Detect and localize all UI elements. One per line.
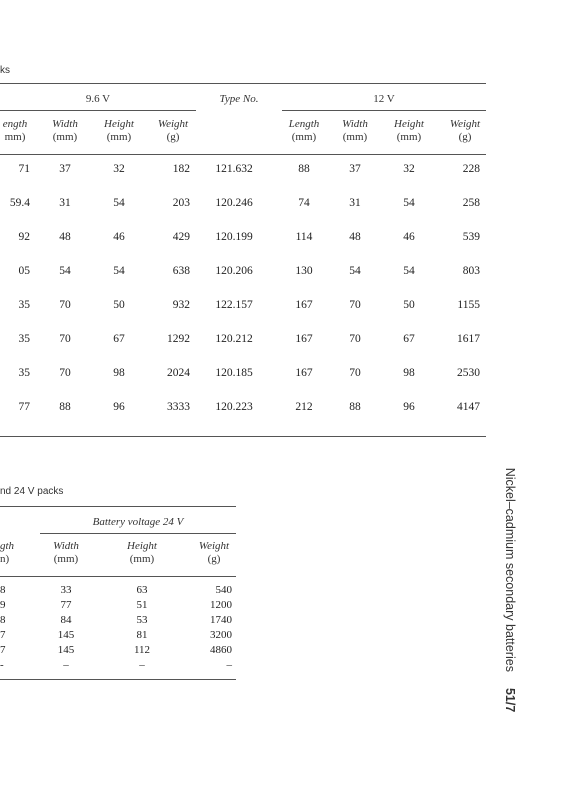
table-cell: 96 (403, 401, 415, 413)
table-cell: 121.632 (215, 163, 253, 175)
header-9v6-col-3 (152, 118, 194, 144)
table-cell: 120.199 (215, 231, 253, 243)
table-cell: 120.206 (215, 265, 253, 277)
table-cell: 77 (18, 401, 30, 413)
header-unit: (g) (166, 131, 180, 143)
table-cell: 112 (133, 644, 151, 656)
header-9v6-col-2 (98, 118, 140, 144)
table-cell: 31 (59, 197, 71, 209)
header-name: Weight (198, 540, 230, 552)
table-cell: 98 (113, 367, 125, 379)
table2-top-rule (0, 506, 236, 507)
table-cell: 540 (215, 584, 232, 596)
table-cell: 3333 (167, 401, 190, 413)
table-cell: 1617 (457, 333, 480, 345)
table-cell: 803 (462, 265, 480, 277)
table2-header-col-3 (192, 540, 236, 566)
table-cell: 70 (59, 367, 71, 379)
header-12v-col-1 (336, 118, 374, 144)
table-cell: 120.223 (215, 401, 253, 413)
table1-caption: ks (0, 65, 10, 76)
table-cell: 167 (295, 367, 313, 379)
table2-group-rule (40, 533, 236, 534)
table-cell: 120.212 (215, 333, 253, 345)
table-cell: 638 (172, 265, 190, 277)
table-cell: 114 (295, 231, 313, 243)
header-name: Height (104, 118, 134, 130)
table-cell: 74 (298, 197, 310, 209)
table-cell: 212 (295, 401, 313, 413)
table-cell: 2530 (457, 367, 480, 379)
table-cell: 203 (172, 197, 190, 209)
table-cell: 37 (59, 163, 71, 175)
table-cell: 37 (349, 163, 361, 175)
table-cell: 182 (172, 163, 190, 175)
table-cell: 539 (462, 231, 480, 243)
table-cell: 88 (349, 401, 361, 413)
table-cell: – (139, 659, 145, 671)
type-no-header: Type No. (219, 93, 259, 105)
table-cell: 48 (59, 231, 71, 243)
table-cell: 67 (403, 333, 415, 345)
header-unit: (g) (458, 131, 472, 143)
header-unit: (g) (207, 553, 221, 565)
table-cell: 70 (349, 333, 361, 345)
table-cell: 258 (462, 197, 480, 209)
table-cell: 50 (403, 299, 415, 311)
table2-header-col-2 (118, 540, 166, 566)
table-cell: 70 (349, 367, 361, 379)
table-cell: 53 (136, 614, 148, 626)
table-cell: 32 (113, 163, 125, 175)
table-cell: 67 (113, 333, 125, 345)
table-cell: 130 (295, 265, 313, 277)
table1-top-rule (0, 83, 486, 84)
table1-bottom-rule (0, 436, 486, 437)
table-cell: 71 (18, 163, 30, 175)
table2-header-rule (0, 576, 236, 577)
section-title: Nickel–cadmium secondary batteries (502, 467, 517, 672)
table-cell: 54 (59, 265, 71, 277)
table-cell: 70 (59, 333, 71, 345)
table-cell: - (0, 659, 4, 671)
header-name: Height (127, 540, 157, 552)
table-cell: 50 (113, 299, 125, 311)
header-name: Length (288, 118, 320, 130)
header-12v-col-3 (444, 118, 486, 144)
table-cell: 4860 (210, 644, 232, 656)
table-cell: 228 (462, 163, 480, 175)
table-cell: 122.157 (215, 299, 253, 311)
header-unit: (mm) (342, 131, 368, 143)
table-cell: 1155 (457, 299, 480, 311)
table2-group-header (40, 516, 236, 528)
header-name: Width (53, 540, 79, 552)
table-cell: 2024 (167, 367, 190, 379)
table-cell: 7 (0, 644, 6, 656)
table-cell: 35 (18, 367, 30, 379)
table-cell: 84 (60, 614, 72, 626)
running-head (487, 455, 532, 725)
table-cell: 51 (136, 599, 148, 611)
header-name: Weight (157, 118, 189, 130)
table-cell: 70 (59, 299, 71, 311)
header-name: Width (52, 118, 78, 130)
table-cell: 54 (113, 265, 125, 277)
table1-header-rule (0, 154, 486, 155)
table-cell: 167 (295, 333, 313, 345)
group-header-12v: 12 V (373, 93, 395, 105)
table-cell: 54 (349, 265, 361, 277)
page-number: 51/7 (502, 687, 517, 713)
table-cell: 92 (18, 231, 30, 243)
group-rule-12v (282, 110, 486, 111)
table2-bottom-rule (0, 679, 236, 680)
table-cell: 46 (113, 231, 125, 243)
table-cell: 88 (298, 163, 310, 175)
header-name: Height (394, 118, 424, 130)
header-9v6-col-1 (46, 118, 84, 144)
table-cell: 46 (403, 231, 415, 243)
header-name: Width (342, 118, 368, 130)
table-cell: 54 (403, 197, 415, 209)
table-cell: 35 (18, 333, 30, 345)
table2-caption: nd 24 V packs (0, 486, 64, 497)
table-cell: 145 (57, 629, 75, 641)
table-cell: – (63, 659, 69, 671)
table-cell: 63 (136, 584, 148, 596)
table-cell: 120.185 (215, 367, 253, 379)
table-cell: 4147 (457, 401, 480, 413)
table-cell: 1740 (210, 614, 232, 626)
table-cell: 54 (403, 265, 415, 277)
header-unit: (mm) (52, 131, 78, 143)
table-cell: 8 (0, 584, 6, 596)
header-unit: (mm) (291, 131, 317, 143)
header-12v-col-0 (284, 118, 324, 144)
table-cell: 145 (57, 644, 75, 656)
table-cell: 54 (113, 197, 125, 209)
table-cell: 932 (172, 299, 190, 311)
table-cell: 96 (113, 401, 125, 413)
table-cell: 98 (403, 367, 415, 379)
table-cell: 1292 (167, 333, 190, 345)
table-cell: 70 (349, 299, 361, 311)
table-cell: 31 (349, 197, 361, 209)
header-unit: (mm) (129, 553, 155, 565)
header-name: Weight (449, 118, 481, 130)
header-unit: (mm) (396, 131, 422, 143)
header-9v6-col-0 (0, 118, 30, 144)
table-cell: 05 (18, 265, 30, 277)
table2-group-label: Battery voltage 24 V (92, 516, 184, 528)
table-cell: 88 (59, 401, 71, 413)
table-cell: 35 (18, 299, 30, 311)
table-cell: 81 (136, 629, 148, 641)
header-unit: (mm) (106, 131, 132, 143)
table-cell: – (226, 659, 232, 671)
table-cell: 32 (403, 163, 415, 175)
table-cell: 77 (60, 599, 72, 611)
table-cell: 9 (0, 599, 6, 611)
table-cell: 167 (295, 299, 313, 311)
group-rule-9v6 (0, 110, 196, 111)
header-12v-col-2 (388, 118, 430, 144)
group-header-9v6: 9.6 V (85, 93, 111, 105)
header-unit: (mm) (53, 553, 79, 565)
table-cell: 429 (172, 231, 190, 243)
table-cell: 120.246 (215, 197, 253, 209)
table-cell: 8 (0, 614, 6, 626)
header-unit: n) (0, 553, 10, 565)
table2-header-col-0 (0, 540, 18, 566)
table-cell: 3200 (210, 629, 232, 641)
table-cell: 33 (60, 584, 72, 596)
table-cell: 59.4 (9, 197, 30, 209)
table2-header-col-1 (44, 540, 88, 566)
table-cell: 1200 (210, 599, 232, 611)
table-cell: 48 (349, 231, 361, 243)
header-name: ength (2, 118, 28, 130)
header-unit: mm) (4, 131, 26, 143)
header-name: gth (0, 540, 15, 552)
table-cell: 7 (0, 629, 6, 641)
